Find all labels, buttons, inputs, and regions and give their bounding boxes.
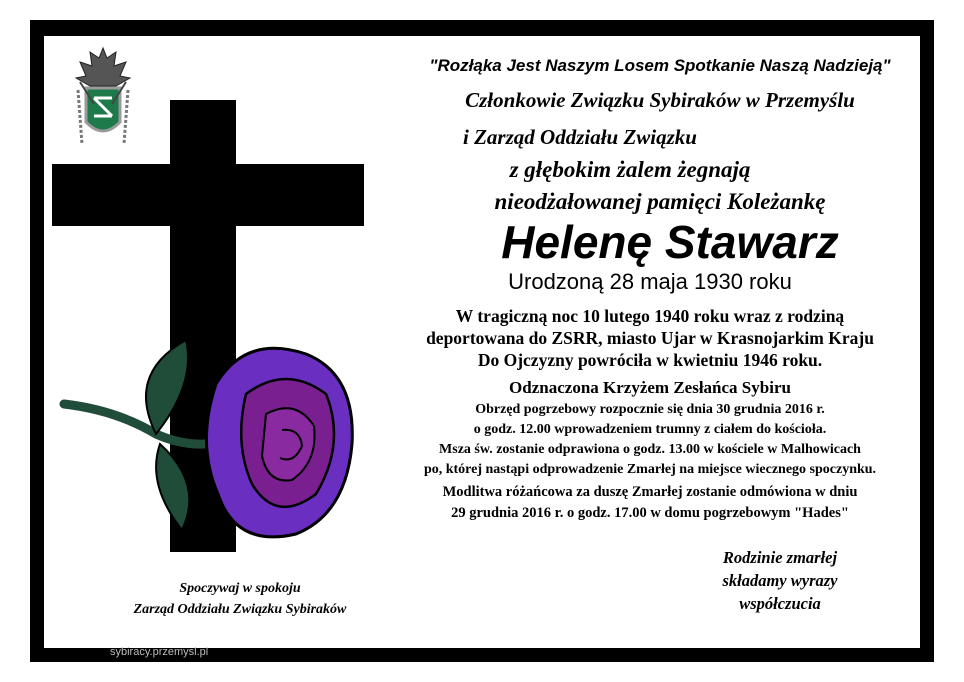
prayer-line: 29 grudnia 2016 r. o godz. 17.00 w domu pogrzebowym "Hades" xyxy=(451,505,849,521)
biography xyxy=(380,305,920,371)
biography-line: Do Ojczyzny powróciła w kwietniu 1946 roku. xyxy=(477,350,823,370)
farewell-line: Zarząd Oddziału Związku Sybiraków xyxy=(133,602,347,617)
source-watermark: sybiracy.przemysl.pl xyxy=(110,646,209,658)
farewell xyxy=(60,578,420,620)
decoration: Odznaczona Krzyżem Zesłańca Sybiru xyxy=(509,378,791,397)
header-line-3: z głębokim żalem żegnają xyxy=(509,157,751,182)
header-line-4: nieodżałowanej pamięci Koleżankę xyxy=(494,189,826,214)
condolences-line: Rodzinie zmarłej xyxy=(722,548,838,567)
birth-date: Urodzoną 28 maja 1930 roku xyxy=(508,269,792,294)
funeral-line: po, której nastąpi odprowadzenie Zmarłej na miejsce wiecznego spoczynku. xyxy=(423,462,877,477)
condolences xyxy=(680,546,880,615)
prayer-info xyxy=(380,482,920,524)
header-line-2: i Zarząd Oddziału Związku xyxy=(463,125,697,149)
rose-icon xyxy=(56,334,366,544)
biography-line: deportowana do ZSRR, miasto Ujar w Krasnojarkim Kraju xyxy=(426,328,874,348)
farewell-line: Spoczywaj w spokoju xyxy=(179,581,301,596)
funeral-line: Obrzęd pogrzebowy rozpocznie się dnia 30 grudnia 2016 r. xyxy=(475,402,825,417)
header-line-1: Członkowie Związku Sybiraków w Przemyślu xyxy=(465,88,855,112)
prayer-line: Modlitwa różańcowa za duszę Zmarłej zostanie odmówiona w dniu xyxy=(442,484,858,500)
biography-line: W tragiczną noc 10 lutego 1940 roku wraz z rodziną xyxy=(455,306,845,326)
funeral-line: o godz. 12.00 wprowadzeniem trumny z ciałem do kościoła. xyxy=(473,422,827,437)
deceased-name: Helenę Stawarz xyxy=(501,216,839,268)
funeral-line: Msza św. zostanie odprawiona o godz. 13.00 w kościele w Malhowicach xyxy=(439,442,861,457)
condolences-line: składamy wyrazy xyxy=(722,571,838,590)
motto: "Rozłąka Jest Naszym Losem Spotkanie Naszą Nadzieją" xyxy=(429,56,891,75)
condolences-line: współczucia xyxy=(739,594,821,613)
funeral-info xyxy=(380,400,920,480)
